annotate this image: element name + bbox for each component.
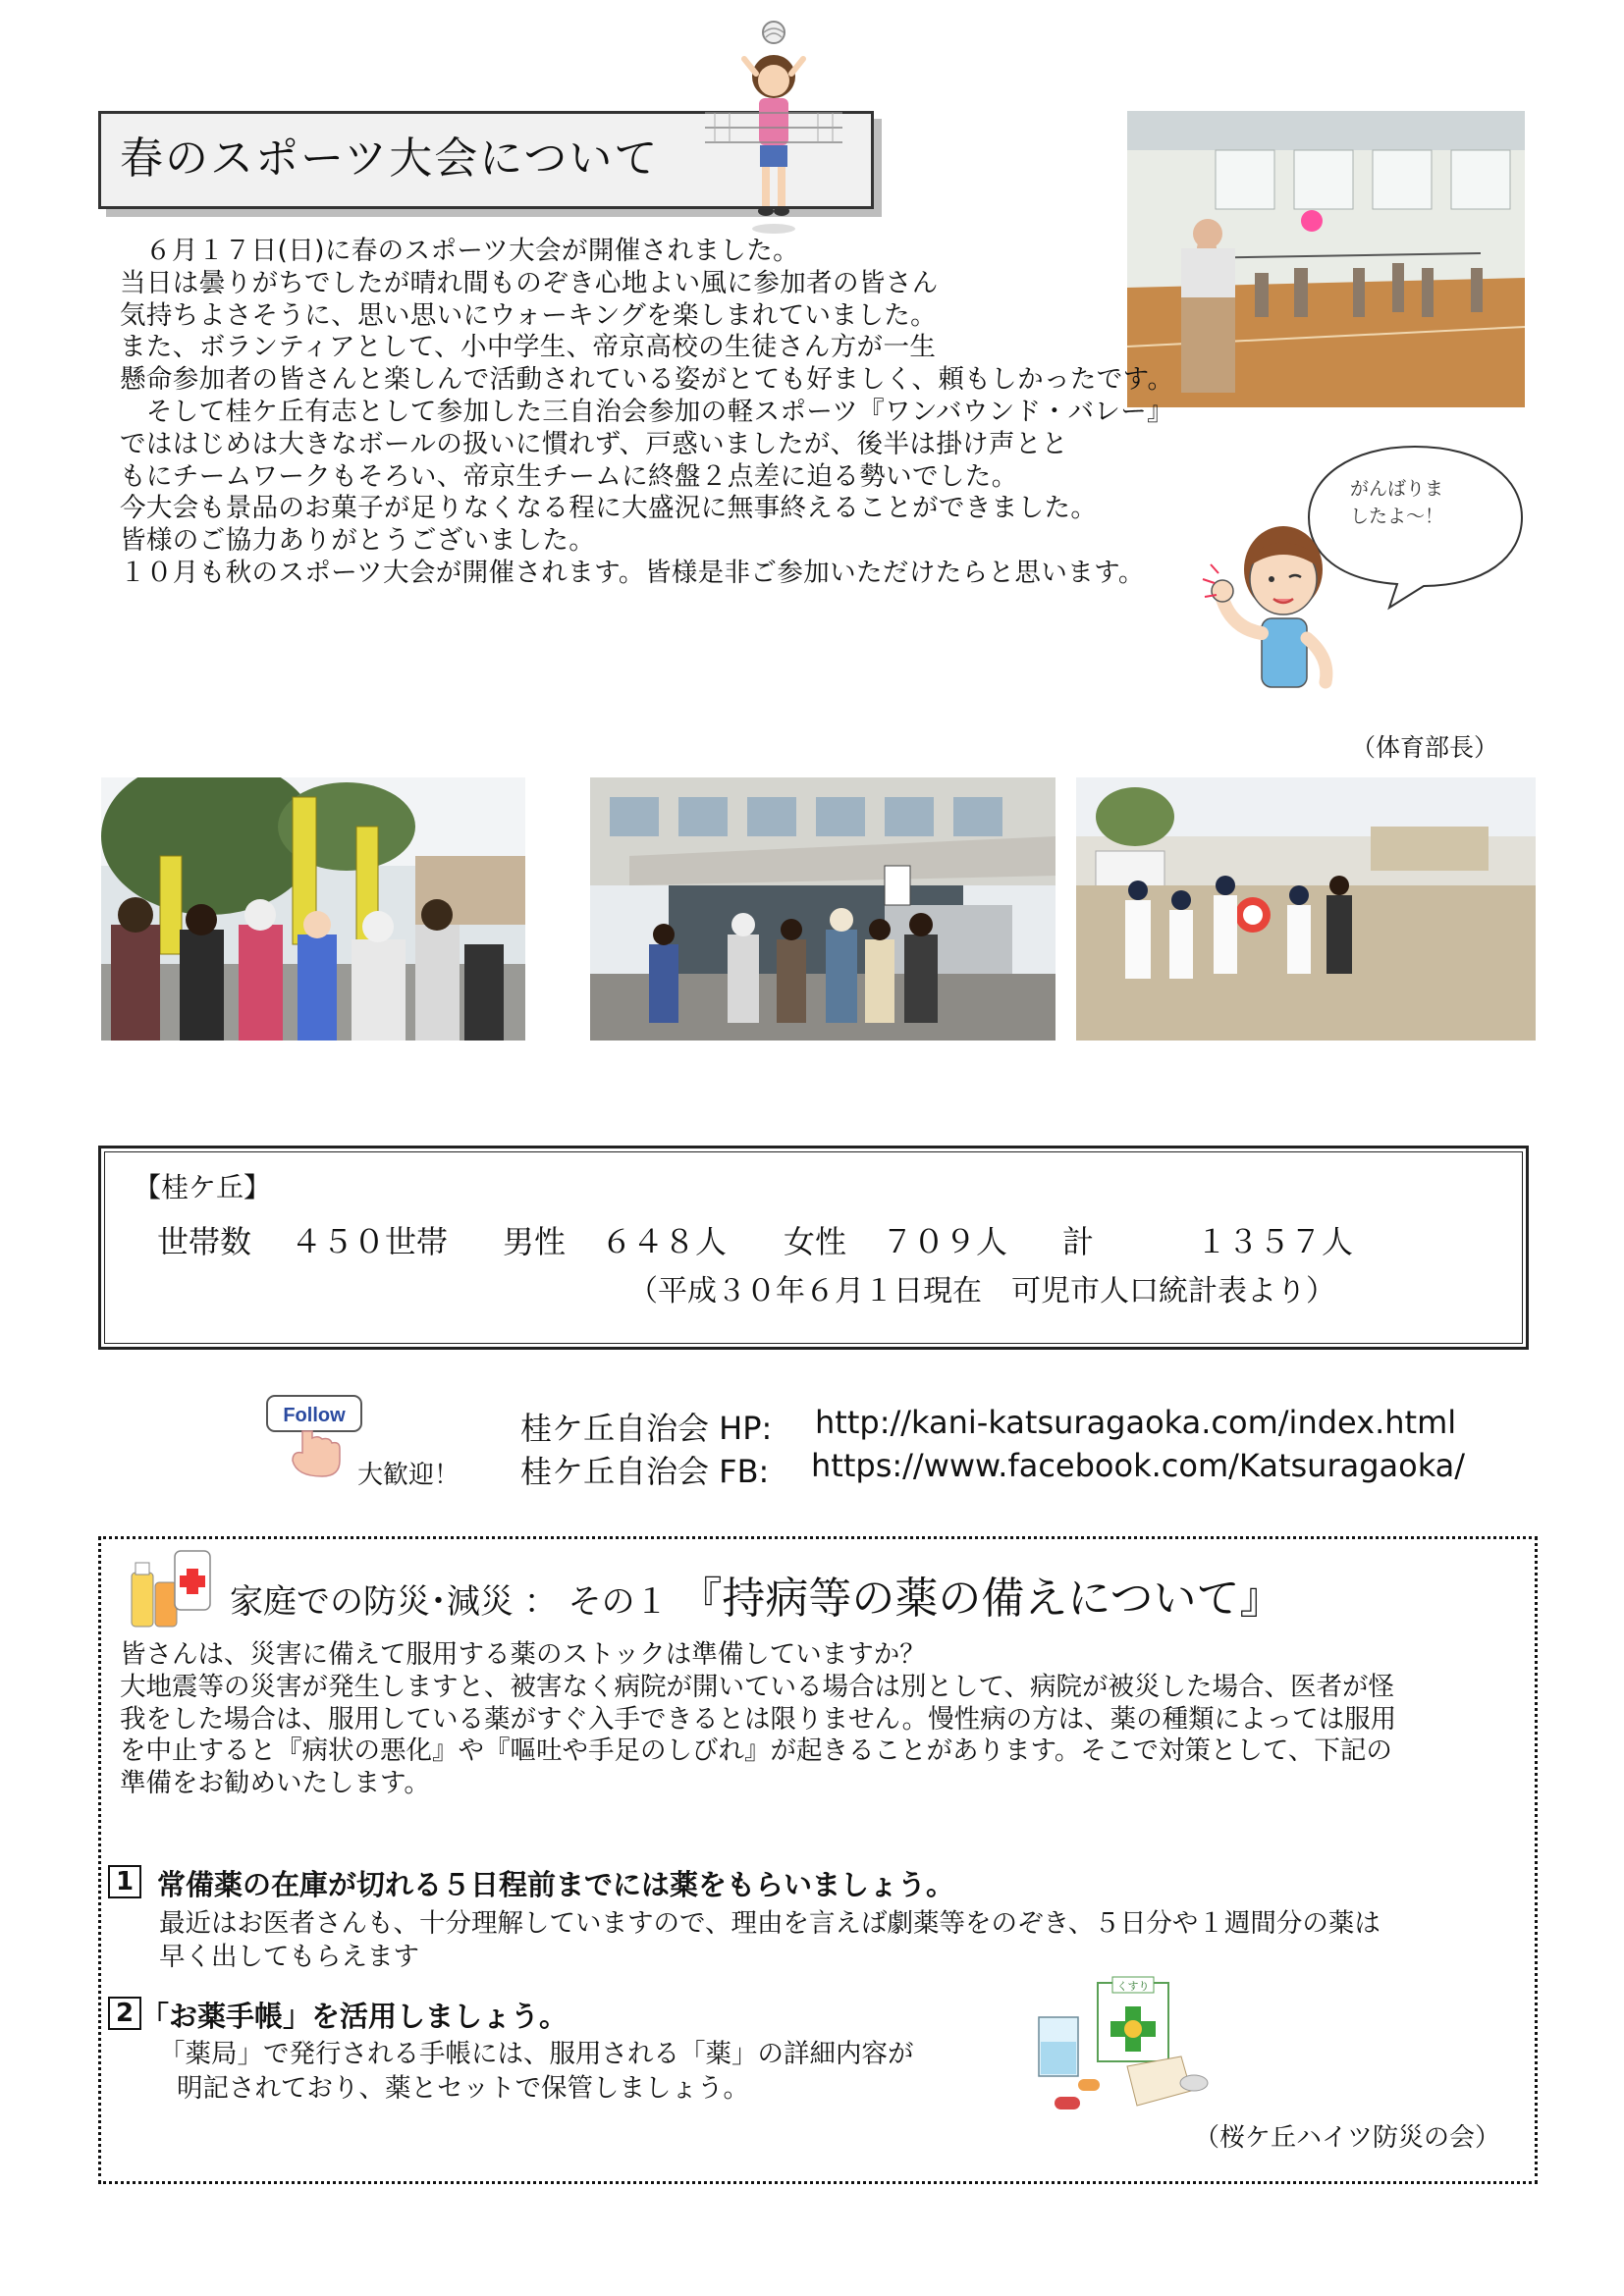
total-value: １３５７人 (1196, 1223, 1354, 1260)
text-line: そして桂ケ丘有志として参加した三自治会参加の軽スポーツ『ワンバウンド・バレー』 (120, 396, 1174, 427)
text-line: でははじめは大きなボールの扱いに慣れず、戸惑いましたが、後半は掛け声とと (120, 428, 1068, 459)
text-line: 皆様のご協力ありがとうございました。 (120, 525, 596, 557)
text-line: １０月も秋のスポーツ大会が開催されます。皆様是非ご参加いただけたらと思います。 (120, 557, 1145, 588)
welcome-text: 大歓迎！ (357, 1461, 460, 1490)
disaster-paragraph (120, 1639, 1519, 1800)
text-line: 気持ちよさそうに、思い思いにウォーキングを楽しまれていました。 (120, 299, 938, 331)
item1-body-line: 早く出してもらえます (159, 1942, 419, 1972)
disaster-credit: （桜ケ丘ハイツ防災の会） (1194, 2123, 1501, 2153)
item1-body-line: 最近はお医者さんも、十分理解していますので、理由を言えば劇薬等をのぞき、５日分や１週間分の薬は (159, 1908, 1380, 1939)
item2-body-line: 明記されており、薬とセットで保管しましょう。 (177, 2073, 749, 2104)
bubble-line: したよ～！ (1350, 506, 1444, 527)
fb-link[interactable]: https://www.facebook.com/Katsuragaoka/ (811, 1447, 1466, 1484)
population-title: 【桂ケ丘】 (134, 1171, 272, 1203)
households-value: ４５０世帯 (291, 1223, 449, 1260)
households-label: 世帯数 (157, 1223, 252, 1260)
item2-title: 「お薬手帳」を活用しましょう。 (140, 2000, 568, 2033)
sports-paragraph (120, 236, 1278, 590)
text-line: 懸命参加者の皆さんと楽しんで活動されている姿がとても好ましく、頼もしかったです。 (120, 364, 1174, 396)
female-value: ７０９人 (882, 1223, 1008, 1260)
sports-credit: （体育部長） (1351, 733, 1499, 762)
text-line: もにチームワークもそろい、帝京生チームに終盤２点差に迫る勢いでした。 (120, 460, 1018, 492)
text-line: 我をした場合は、服用している薬がすぐ入手できるとは限りません。慢性病の方は、薬の種類によっては服用 (120, 1703, 1397, 1735)
sports-title: 春のスポーツ大会について (120, 133, 660, 184)
population-note: （平成３０年６月１日現在 可児市人口統計表より） (628, 1274, 1335, 1308)
medicine-bag-icon (1019, 1973, 1216, 2130)
text-line: 今大会も景品のお菓子が足りなくなる程に大盛況に無事終えることができました。 (120, 493, 1098, 524)
bubble-text (1350, 475, 1497, 530)
male-value: ６４８人 (601, 1223, 728, 1260)
disaster-heading-prefix: 家庭での防災･減災 ： その１ (230, 1582, 669, 1622)
text-line: ６月１７日(日)に春のスポーツ大会が開催されました。 (145, 236, 800, 266)
text-line: 準備をお勧めいたします。 (120, 1768, 430, 1799)
disaster-heading (230, 1563, 1283, 1626)
follow-badge-text: Follow (283, 1405, 346, 1426)
school-reception-photo (590, 777, 1056, 1041)
kusuri-label: くすり (1116, 1980, 1150, 1993)
bubble-line: がんばりま (1350, 478, 1444, 500)
fb-label: 桂ケ丘自治会 FB: (520, 1453, 770, 1490)
text-line: 当日は曇りがちでしたが晴れ間ものぞき心地よい風に参加者の皆さん (120, 267, 939, 298)
volleyball-girl-illustration (705, 20, 842, 245)
text-line: 皆さんは、災害に備えて服用する薬のストックは準備していますか？ (120, 1639, 926, 1670)
female-label: 女性 (784, 1223, 847, 1260)
cheering-person-illustration (1193, 510, 1352, 697)
male-label: 男性 (503, 1223, 567, 1260)
text-line: また、ボランティアとして、小中学生、帝京高校の生徒さん方が一生 (120, 332, 937, 363)
walking-group-photo (101, 777, 525, 1041)
item1-title: 常備薬の在庫が切れる５日程前までには薬をもらいましょう。 (157, 1868, 955, 1901)
hp-label: 桂ケ丘自治会 HP: (520, 1410, 773, 1447)
follow-badge-icon (263, 1392, 371, 1480)
item-number-1: 1 (108, 1865, 141, 1898)
hp-link[interactable]: http://kani-katsuragaoka.com/index.html (815, 1404, 1457, 1441)
text-line: 大地震等の災害が発生しますと、被害なく病院が開いている場合は別として、病院が被災した場合、医者が怪 (120, 1671, 1394, 1702)
medicine-bottles-icon (126, 1543, 214, 1636)
text-line: を中止すると『病状の悪化』や『嘔吐や手足のしびれ』が起きることがあります。そこで対策として、下記の (120, 1735, 1392, 1767)
total-label: 計 (1062, 1223, 1095, 1260)
disaster-heading-main: 『持病等の薬の備えについて』 (678, 1574, 1283, 1624)
item2-body-line: 「薬局」で発行される手帳には、服用される「薬」の詳細内容が (159, 2039, 914, 2069)
schoolyard-game-photo (1076, 777, 1536, 1041)
item-number-2: 2 (108, 1997, 141, 2030)
